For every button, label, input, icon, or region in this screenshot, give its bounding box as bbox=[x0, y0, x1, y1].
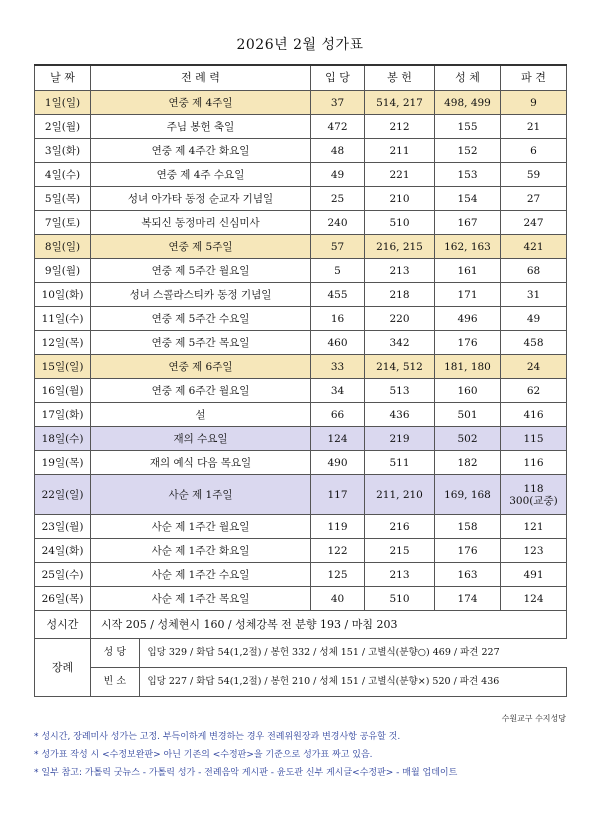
hymn-schedule-table bbox=[34, 64, 567, 697]
offertory-cell: 510 bbox=[365, 587, 435, 611]
offertory-cell: 210 bbox=[365, 187, 435, 211]
communion-cell: 171 bbox=[435, 283, 501, 307]
date-cell: 24일(화) bbox=[35, 539, 91, 563]
dismissal-cell: 115 bbox=[501, 427, 567, 451]
date-cell: 9일(월) bbox=[35, 259, 91, 283]
communion-cell: 181, 180 bbox=[435, 355, 501, 379]
communion-cell: 176 bbox=[435, 331, 501, 355]
communion-cell: 155 bbox=[435, 115, 501, 139]
table-body bbox=[35, 91, 567, 611]
entrance-cell: 119 bbox=[311, 515, 365, 539]
communion-cell: 502 bbox=[435, 427, 501, 451]
offertory-cell: 219 bbox=[365, 427, 435, 451]
dismissal-cell: 416 bbox=[501, 403, 567, 427]
offertory-cell: 436 bbox=[365, 403, 435, 427]
dismissal-cell: 121 bbox=[501, 515, 567, 539]
date-cell: 23일(월) bbox=[35, 515, 91, 539]
communion-cell: 498, 499 bbox=[435, 91, 501, 115]
dismissal-cell: 27 bbox=[501, 187, 567, 211]
entrance-cell: 49 bbox=[311, 163, 365, 187]
communion-cell: 163 bbox=[435, 563, 501, 587]
note-1: * 성시간, 장례미사 성가는 고정. 부득이하게 변경하는 경우 전례위원장과 변경사항 공유할 것. bbox=[34, 732, 401, 742]
date-cell: 5일(목) bbox=[35, 187, 91, 211]
table-row bbox=[35, 475, 567, 515]
date-cell: 2일(월) bbox=[35, 115, 91, 139]
entrance-cell: 25 bbox=[311, 187, 365, 211]
table-row bbox=[35, 283, 567, 307]
entrance-cell: 124 bbox=[311, 427, 365, 451]
communion-cell: 501 bbox=[435, 403, 501, 427]
date-cell: 25일(수) bbox=[35, 563, 91, 587]
liturgy-cell: 사순 제 1주간 수요일 bbox=[91, 563, 311, 587]
liturgy-cell: 사순 제 1주간 월요일 bbox=[91, 515, 311, 539]
liturgy-cell: 주님 봉헌 축일 bbox=[91, 115, 311, 139]
offertory-cell: 513 bbox=[365, 379, 435, 403]
communion-cell: 182 bbox=[435, 451, 501, 475]
offertory-cell: 510 bbox=[365, 211, 435, 235]
communion-cell: 161 bbox=[435, 259, 501, 283]
liturgy-cell: 연중 제 4주일 bbox=[91, 91, 311, 115]
date-cell: 8일(일) bbox=[35, 235, 91, 259]
dismissal-cell: 68 bbox=[501, 259, 567, 283]
communion-cell: 158 bbox=[435, 515, 501, 539]
offertory-cell: 220 bbox=[365, 307, 435, 331]
entrance-cell: 5 bbox=[311, 259, 365, 283]
table-row bbox=[35, 91, 567, 115]
liturgy-cell: 성녀 아가타 동정 순교자 기념일 bbox=[91, 187, 311, 211]
table-row bbox=[35, 403, 567, 427]
offertory-cell: 214, 512 bbox=[365, 355, 435, 379]
liturgy-cell: 설 bbox=[91, 403, 311, 427]
funeral-church-label: 성 당 bbox=[91, 639, 139, 667]
communion-cell: 176 bbox=[435, 539, 501, 563]
entrance-cell: 490 bbox=[311, 451, 365, 475]
entrance-cell: 125 bbox=[311, 563, 365, 587]
hours-row bbox=[35, 611, 567, 639]
entrance-cell: 48 bbox=[311, 139, 365, 163]
date-cell: 3일(화) bbox=[35, 139, 91, 163]
table-row bbox=[35, 563, 567, 587]
liturgy-cell: 연중 제 5주간 수요일 bbox=[91, 307, 311, 331]
header-dismissal: 파 견 bbox=[501, 65, 567, 91]
table-row bbox=[35, 115, 567, 139]
liturgy-cell: 연중 제 6주일 bbox=[91, 355, 311, 379]
page-title: 2026년 2월 성가표 bbox=[236, 37, 364, 53]
funeral-home-label: 빈 소 bbox=[91, 668, 139, 696]
funeral-home-value: 입당 227 / 화답 54(1,2절) / 봉헌 210 / 성체 151 / 고별식(분향×) 520 / 파견 436 bbox=[147, 676, 500, 687]
table-row bbox=[35, 331, 567, 355]
entrance-cell: 66 bbox=[311, 403, 365, 427]
dismissal-cell bbox=[501, 475, 567, 515]
communion-cell: 496 bbox=[435, 307, 501, 331]
date-cell: 16일(월) bbox=[35, 379, 91, 403]
funeral-label: 장례 bbox=[35, 639, 91, 697]
dismissal-cell: 59 bbox=[501, 163, 567, 187]
offertory-cell: 216 bbox=[365, 515, 435, 539]
liturgy-cell: 재의 예식 다음 목요일 bbox=[91, 451, 311, 475]
table-row bbox=[35, 235, 567, 259]
liturgy-cell: 사순 제 1주일 bbox=[91, 475, 311, 515]
offertory-cell: 342 bbox=[365, 331, 435, 355]
date-cell: 15일(일) bbox=[35, 355, 91, 379]
liturgy-cell: 사순 제 1주간 목요일 bbox=[91, 587, 311, 611]
entrance-cell: 455 bbox=[311, 283, 365, 307]
entrance-cell: 40 bbox=[311, 587, 365, 611]
table-row bbox=[35, 587, 567, 611]
header-communion: 성 체 bbox=[435, 65, 501, 91]
entrance-cell: 460 bbox=[311, 331, 365, 355]
offertory-cell: 216, 215 bbox=[365, 235, 435, 259]
communion-cell: 162, 163 bbox=[435, 235, 501, 259]
entrance-cell: 240 bbox=[311, 211, 365, 235]
table-row bbox=[35, 515, 567, 539]
offertory-cell: 511 bbox=[365, 451, 435, 475]
table-row bbox=[35, 139, 567, 163]
liturgy-cell: 사순 제 1주간 화요일 bbox=[91, 539, 311, 563]
header-liturgy: 전 례 력 bbox=[91, 65, 311, 91]
liturgy-cell: 연중 제 5주일 bbox=[91, 235, 311, 259]
dismissal-value: 118 bbox=[523, 482, 544, 495]
hours-value: 시작 205 / 성체현시 160 / 성체강복 전 분향 193 / 마침 203 bbox=[91, 611, 567, 639]
date-cell: 22일(일) bbox=[35, 475, 91, 515]
table-row bbox=[35, 355, 567, 379]
date-cell: 12일(목) bbox=[35, 331, 91, 355]
date-cell: 7일(토) bbox=[35, 211, 91, 235]
header-date: 날 짜 bbox=[35, 65, 91, 91]
funeral-home-row bbox=[35, 668, 567, 697]
communion-cell: 153 bbox=[435, 163, 501, 187]
dismissal-cell: 116 bbox=[501, 451, 567, 475]
note-2: * 성가표 작성 시 <수정보완판> 아닌 기존의 <수정판>을 기준으로 성가표 짜고 있음. bbox=[34, 750, 373, 760]
table-row bbox=[35, 163, 567, 187]
offertory-cell: 213 bbox=[365, 259, 435, 283]
entrance-cell: 16 bbox=[311, 307, 365, 331]
table-row bbox=[35, 451, 567, 475]
source-label: 수원교구 수지성당 bbox=[501, 714, 566, 723]
offertory-cell: 514, 217 bbox=[365, 91, 435, 115]
entrance-cell: 33 bbox=[311, 355, 365, 379]
entrance-cell: 472 bbox=[311, 115, 365, 139]
dismissal-cell: 49 bbox=[501, 307, 567, 331]
funeral-church-row bbox=[35, 639, 567, 668]
dismissal-cell: 247 bbox=[501, 211, 567, 235]
communion-cell: 152 bbox=[435, 139, 501, 163]
funeral-church-value: 입당 329 / 화답 54(1,2절) / 봉헌 332 / 성체 151 / 고별식(분향○) 469 / 파견 227 bbox=[147, 647, 500, 658]
liturgy-cell: 연중 제 5주간 월요일 bbox=[91, 259, 311, 283]
table-row bbox=[35, 187, 567, 211]
date-cell: 19일(목) bbox=[35, 451, 91, 475]
dismissal-cell: 24 bbox=[501, 355, 567, 379]
hours-label: 성시간 bbox=[35, 611, 91, 639]
dismissal-cell: 31 bbox=[501, 283, 567, 307]
dismissal-cell: 9 bbox=[501, 91, 567, 115]
entrance-cell: 37 bbox=[311, 91, 365, 115]
liturgy-cell: 연중 제 4주간 화요일 bbox=[91, 139, 311, 163]
communion-cell: 154 bbox=[435, 187, 501, 211]
entrance-cell: 122 bbox=[311, 539, 365, 563]
header-offertory: 봉 헌 bbox=[365, 65, 435, 91]
offertory-cell: 211, 210 bbox=[365, 475, 435, 515]
header-entrance: 입 당 bbox=[311, 65, 365, 91]
communion-cell: 167 bbox=[435, 211, 501, 235]
date-cell: 26일(목) bbox=[35, 587, 91, 611]
liturgy-cell: 재의 수요일 bbox=[91, 427, 311, 451]
note-3: * 일부 참고: 가톨릭 굿뉴스 - 가톨릭 성가 - 전례음악 게시판 - 윤도관 신부 게시글<수정판> - 매월 업데이트 bbox=[34, 768, 458, 778]
dismissal-cell: 123 bbox=[501, 539, 567, 563]
date-cell: 11일(수) bbox=[35, 307, 91, 331]
date-cell: 17일(화) bbox=[35, 403, 91, 427]
offertory-cell: 218 bbox=[365, 283, 435, 307]
dismissal-cell: 21 bbox=[501, 115, 567, 139]
liturgy-cell: 복되신 동정마리 신심미사 bbox=[91, 211, 311, 235]
date-cell: 10일(화) bbox=[35, 283, 91, 307]
liturgy-cell: 연중 제 4주 수요일 bbox=[91, 163, 311, 187]
dismissal-cell: 6 bbox=[501, 139, 567, 163]
table-row bbox=[35, 539, 567, 563]
date-cell: 1일(일) bbox=[35, 91, 91, 115]
entrance-cell: 117 bbox=[311, 475, 365, 515]
dismissal-cell: 421 bbox=[501, 235, 567, 259]
date-cell: 18일(수) bbox=[35, 427, 91, 451]
entrance-cell: 57 bbox=[311, 235, 365, 259]
notes bbox=[34, 728, 574, 782]
entrance-cell: 34 bbox=[311, 379, 365, 403]
date-cell: 4일(수) bbox=[35, 163, 91, 187]
table-row bbox=[35, 307, 567, 331]
table-row bbox=[35, 259, 567, 283]
table-row bbox=[35, 427, 567, 451]
liturgy-cell: 연중 제 6주간 월요일 bbox=[91, 379, 311, 403]
table-header-row bbox=[35, 65, 567, 91]
dismissal-value-main-mass: 300(교중) bbox=[509, 494, 558, 507]
offertory-cell: 221 bbox=[365, 163, 435, 187]
table-row bbox=[35, 379, 567, 403]
dismissal-cell: 124 bbox=[501, 587, 567, 611]
dismissal-cell: 458 bbox=[501, 331, 567, 355]
dismissal-cell: 491 bbox=[501, 563, 567, 587]
liturgy-cell: 연중 제 5주간 목요일 bbox=[91, 331, 311, 355]
communion-cell: 160 bbox=[435, 379, 501, 403]
communion-cell: 174 bbox=[435, 587, 501, 611]
offertory-cell: 215 bbox=[365, 539, 435, 563]
liturgy-cell: 성녀 스콜라스티카 동정 기념일 bbox=[91, 283, 311, 307]
offertory-cell: 212 bbox=[365, 115, 435, 139]
dismissal-cell: 62 bbox=[501, 379, 567, 403]
offertory-cell: 213 bbox=[365, 563, 435, 587]
offertory-cell: 211 bbox=[365, 139, 435, 163]
communion-cell: 169, 168 bbox=[435, 475, 501, 515]
table-row bbox=[35, 211, 567, 235]
